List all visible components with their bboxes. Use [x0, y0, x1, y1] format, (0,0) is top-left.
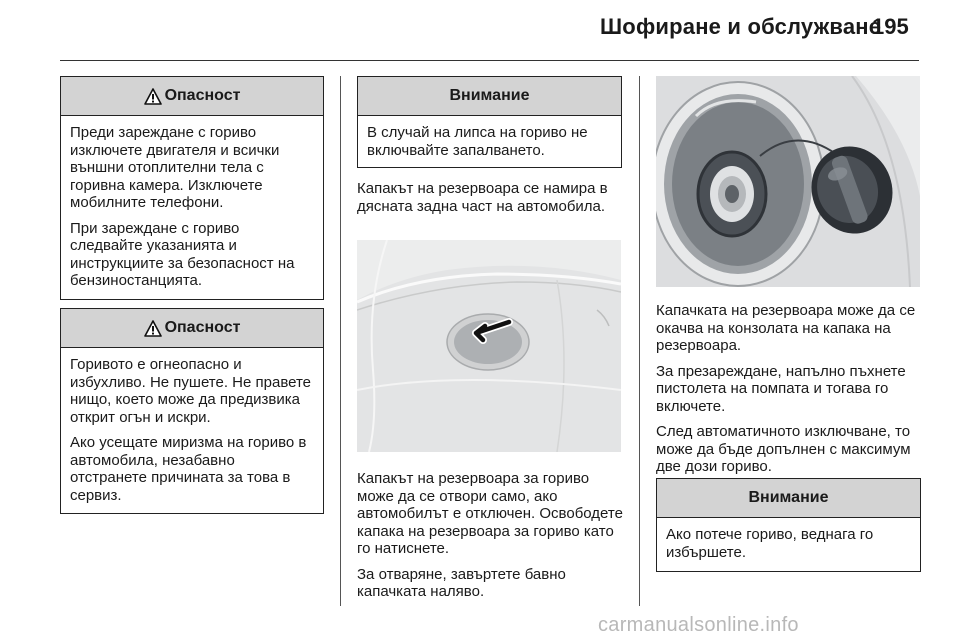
- fuel-cap-illustration: [656, 76, 920, 287]
- fuel-flap-illustration: [357, 240, 621, 452]
- notice-text: Ако потече гориво, веднага го избършете.: [666, 526, 874, 561]
- notice-box-header: [358, 77, 621, 116]
- notice-box-title: Внимание: [748, 489, 829, 506]
- body-text: За отваряне, завъртете бавно капачката наляво.: [357, 565, 566, 600]
- danger-text: Преди зареждане с гориво изключете двигателя и всички външни отоплителни тела с горивна камера. Изключете мобилните телефони.: [70, 124, 280, 211]
- body-text: Капакът на резервоара за гориво може да се отвори само, ако автомобилът е отключен. Освободете капака на резервоара за гориво като го натиснете.: [357, 470, 623, 557]
- page-number: 195: [872, 14, 909, 39]
- notice-box-title: Внимание: [449, 87, 530, 104]
- danger-text: Горивото е огнеопасно и избухливо. Не пушете. Не правете нищо, което може да предизвика открит огън и искри.: [70, 356, 312, 426]
- warning-icon: [144, 88, 162, 105]
- danger-box: [60, 76, 324, 300]
- notice-box: [357, 76, 622, 168]
- body-text: За презареждане, напълно пъхнете пистолета на помпата и тогава го включете.: [656, 362, 906, 415]
- header-divider: [60, 60, 919, 61]
- body-text: След автоматичното изключване, то може да бъде допълнен с максимум две дози гориво.: [656, 423, 911, 475]
- danger-box-title: Опасност: [164, 87, 241, 104]
- notice-box-header: [657, 479, 920, 518]
- notice-box: [656, 478, 921, 572]
- danger-box-title: Опасност: [164, 319, 241, 336]
- danger-box-header: [61, 77, 323, 116]
- page-title: Шофиране и обслужване: [600, 14, 882, 39]
- body-text: Капакът на резервоара се намира в дясната задна част на автомобила.: [357, 180, 608, 215]
- danger-box-header: [61, 309, 323, 348]
- warning-icon: [144, 320, 162, 337]
- danger-text: При зареждане с гориво следвайте указанията и инструкциите за безопасност на бензиностанцията.: [70, 219, 295, 289]
- danger-text: Ако усещате миризма на гориво в автомобила, незабавно отстранете причината за това в сервиз.: [70, 434, 307, 504]
- column-divider: [639, 76, 640, 606]
- notice-text: В случай на липса на гориво не включвайте запалването.: [367, 124, 588, 159]
- column-divider: [340, 76, 341, 606]
- watermark: carmanualsonline.info: [598, 614, 799, 636]
- body-text: Капачката на резервоара може да се окачва на конзолата на капака на резервоара.: [656, 302, 916, 354]
- danger-box: [60, 308, 324, 514]
